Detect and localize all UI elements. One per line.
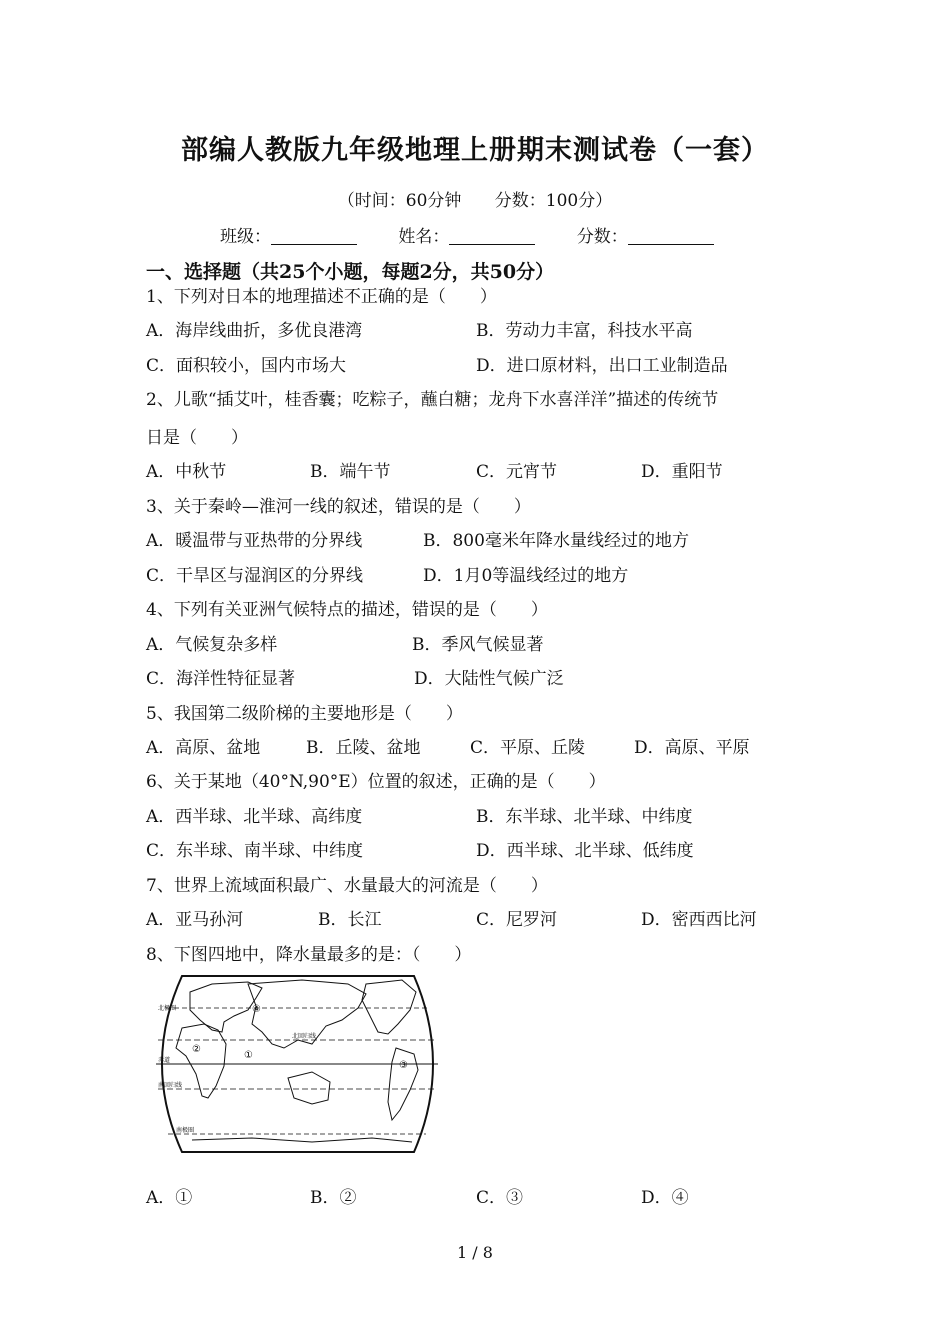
question-6-option-c[interactable]: C．东半球、南半球、中纬度 xyxy=(146,841,364,861)
section-heading: 一、选择题（共25个小题，每题2分，共50分） xyxy=(146,261,555,283)
question-7-stem: 7、世界上流域面积最广、水量最大的河流是（ ） xyxy=(146,876,548,896)
question-2-option-a[interactable]: A．中秋节 xyxy=(146,462,227,482)
question-6-option-b[interactable]: B．东半球、北半球、中纬度 xyxy=(476,807,693,827)
question-5-stem: 5、我国第二级阶梯的主要地形是（ ） xyxy=(146,704,463,724)
question-5-option-c[interactable]: C．平原、丘陵 xyxy=(470,738,586,758)
question-8-stem: 8、下图四地中，降水量最多的是：（ ） xyxy=(146,945,472,965)
name-field[interactable] xyxy=(398,222,535,247)
question-3-option-a[interactable]: A．暖温带与亚热带的分界线 xyxy=(146,531,363,551)
exam-meta xyxy=(0,186,950,211)
question-4-option-c[interactable]: C．海洋性特征显著 xyxy=(146,669,296,689)
class-blank[interactable] xyxy=(271,227,357,245)
question-8-option-c[interactable]: C．③ xyxy=(476,1188,524,1208)
equator-label: 赤道 xyxy=(158,1057,171,1064)
question-4-option-a[interactable]: A．气候复杂多样 xyxy=(146,635,278,655)
question-4-option-b[interactable]: B．季风气候显著 xyxy=(412,635,544,655)
question-4-option-d[interactable]: D．大陆性气候广泛 xyxy=(414,669,564,689)
score-label: 分数： xyxy=(576,227,628,247)
question-3-option-d[interactable]: D．1月0等温线经过的地方 xyxy=(423,566,629,586)
student-fields xyxy=(220,222,750,247)
question-4-stem: 4、下列有关亚洲气候特点的描述，错误的是（ ） xyxy=(146,600,548,620)
name-blank[interactable] xyxy=(449,227,535,245)
question-1-option-c[interactable]: C．面积较小，国内市场大 xyxy=(146,356,347,376)
question-1-option-b[interactable]: B．劳动力丰富，科技水平高 xyxy=(476,321,693,341)
question-5-option-a[interactable]: A．高原、盆地 xyxy=(146,738,261,758)
page-number: 1 / 8 xyxy=(457,1243,493,1262)
question-2-stem-cont: 日是（ ） xyxy=(146,428,248,448)
score-blank[interactable] xyxy=(628,227,714,245)
question-7-option-c[interactable]: C．尼罗河 xyxy=(476,910,558,930)
tropic-of-cancer-label: 北回归线 xyxy=(292,1033,317,1040)
question-8-option-a[interactable]: A．① xyxy=(146,1188,193,1208)
location-4-marker: ④ xyxy=(252,1004,261,1015)
class-field[interactable] xyxy=(220,222,357,247)
time-info: （时间：60分钟 xyxy=(337,191,462,211)
arctic-circle-label: 北极圈 xyxy=(158,1005,177,1012)
question-2-stem: 2、儿歌“插艾叶，桂香囊；吃粽子，蘸白糖；龙舟下水喜洋洋”描述的传统节 xyxy=(146,390,719,410)
question-1-option-d[interactable]: D．进口原材料，出口工业制造品 xyxy=(476,356,728,376)
antarctic-circle-label: 南极圈 xyxy=(176,1127,195,1134)
score-field[interactable] xyxy=(577,222,714,247)
name-label: 姓名： xyxy=(398,227,450,247)
location-1-marker: ① xyxy=(244,1050,253,1061)
question-8-option-b[interactable]: B．② xyxy=(310,1188,357,1208)
score-info: 分数：100分） xyxy=(494,191,613,211)
question-3-option-b[interactable]: B．800毫米年降水量线经过的地方 xyxy=(423,531,689,551)
question-5-option-d[interactable]: D．高原、平原 xyxy=(634,738,750,758)
question-6-option-a[interactable]: A．西半球、北半球、高纬度 xyxy=(146,807,363,827)
question-1-stem: 1、下列对日本的地理描述不正确的是（ ） xyxy=(146,287,497,307)
tropic-of-capricorn-label: 南回归线 xyxy=(158,1082,183,1089)
class-label: 班级： xyxy=(220,227,271,247)
question-7-option-d[interactable]: D．密西西比河 xyxy=(641,910,757,930)
question-3-stem: 3、关于秦岭—淮河一线的叙述，错误的是（ ） xyxy=(146,497,531,517)
question-6-option-d[interactable]: D．西半球、北半球、低纬度 xyxy=(476,841,694,861)
page-title: 部编人教版九年级地理上册期末测试卷（一套） xyxy=(181,135,769,166)
question-2-option-c[interactable]: C．元宵节 xyxy=(476,462,558,482)
question-2-option-d[interactable]: D．重阳节 xyxy=(641,462,723,482)
question-5-option-b[interactable]: B．丘陵、盆地 xyxy=(306,738,421,758)
question-6-stem: 6、关于某地（40°N,90°E）位置的叙述，正确的是（ ） xyxy=(146,772,606,792)
location-3-marker: ③ xyxy=(399,1060,408,1071)
location-2-marker: ② xyxy=(192,1044,201,1055)
question-7-option-a[interactable]: A．亚马孙河 xyxy=(146,910,244,930)
question-1-option-a[interactable]: A．海岸线曲折，多优良港湾 xyxy=(146,321,363,341)
question-8-option-d[interactable]: D．④ xyxy=(641,1188,689,1208)
question-7-option-b[interactable]: B．长江 xyxy=(318,910,382,930)
question-3-option-c[interactable]: C．干旱区与湿润区的分界线 xyxy=(146,566,364,586)
world-map-figure xyxy=(152,970,442,1158)
question-2-option-b[interactable]: B．端午节 xyxy=(310,462,391,482)
